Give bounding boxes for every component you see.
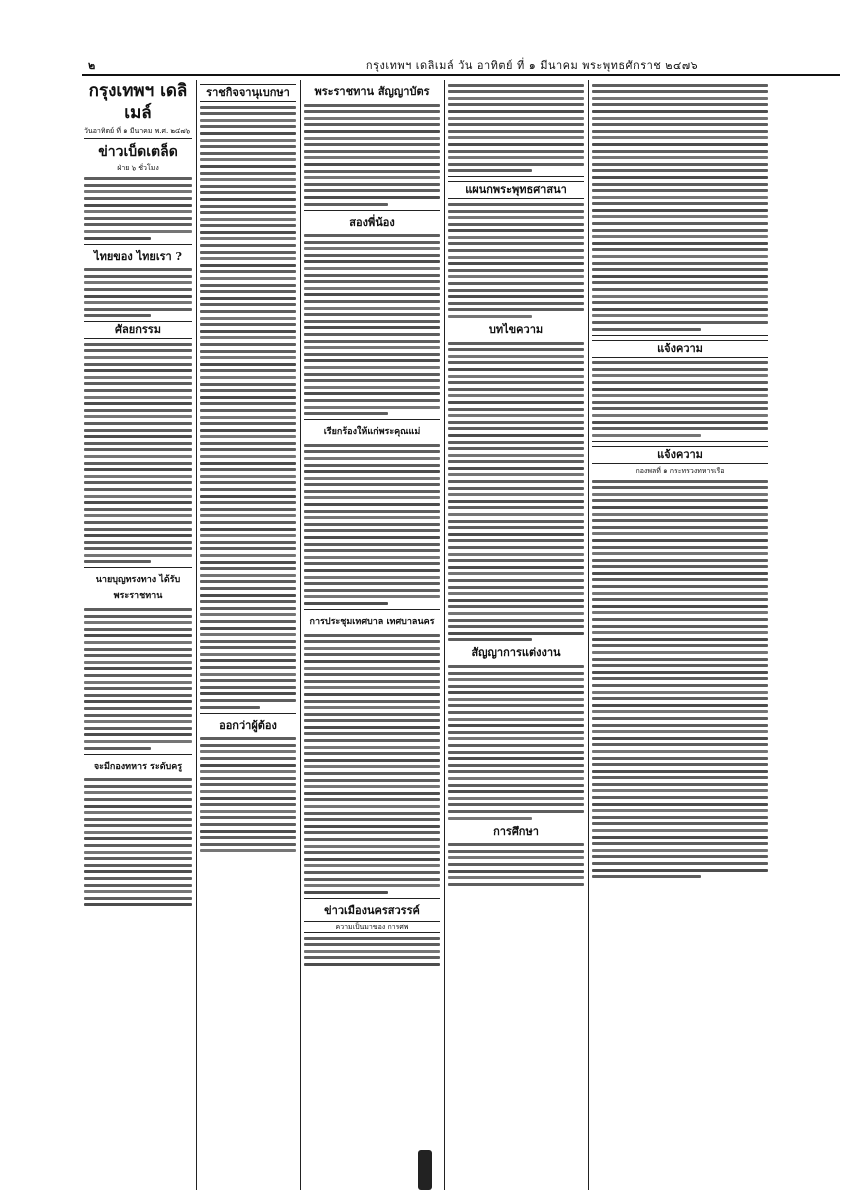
article-text [448,203,584,318]
divider [200,713,296,714]
section-heading: การศึกษา [493,824,539,838]
section-subheading: กองพลที่ ๑ กระทรวงทหารเรือ [635,466,725,475]
section-heading: ไทยของ ไทยเรา ? [94,249,182,263]
article-text [84,177,192,239]
header-rule [82,74,840,76]
masthead-dateline: วันอาทิตย์ ที่ ๑ มีนาคม พ.ศ. ๒๔๗๖ [84,126,192,139]
column-5 [592,80,768,1190]
section-heading: ออกว่าผู้ต้อง [219,718,277,732]
section-heading: นายบุญทรงทาง ได้รับพระราชทาน [95,575,181,602]
column-rule [444,80,445,1190]
section-heading: สองพี่น้อง [349,215,395,229]
page-header [82,56,842,74]
section-heading: บทไขความ [488,323,544,336]
column-1 [84,80,192,1190]
divider [304,419,440,420]
article-text [84,608,192,749]
article-text [448,843,584,886]
article-text [448,342,584,642]
article-text [592,480,768,879]
article-text [304,234,440,415]
article-text [304,104,440,206]
article-text [304,937,440,966]
page-number: ๒ [88,59,96,72]
divider [84,567,192,568]
section-heading: แผนกพระพุทธศาสนา [448,181,584,199]
divider [448,176,584,177]
article-text [448,84,584,173]
article-text [592,84,768,331]
masthead-title: กรุงเทพฯ เดลิเมล์ [88,81,188,123]
column-3 [304,80,440,1190]
section-heading: จะมีกองทหาร ระดับครู [93,761,183,772]
divider [592,441,768,442]
article-text [84,268,192,317]
section-heading: ศัลยกรรม [84,321,192,339]
article-text [304,444,440,605]
section-heading: แจ้งความ [592,340,768,358]
divider [84,244,192,245]
divider [304,609,440,610]
article-text [84,343,192,564]
divider [304,210,440,211]
article-text [448,665,584,820]
divider [592,335,768,336]
column-2 [200,80,296,1190]
article-text [84,778,192,906]
section-subheading: ฝ่าย ๖ ชั่วโมง [117,164,159,173]
section-heading: ข่าวเบ็ดเตล็ด [98,144,178,161]
section-heading: สัญญาการแต่งงาน [471,646,561,660]
divider [84,754,192,755]
article-text [200,106,296,709]
section-heading: ข่าวเมืองนครสวรรค์ [324,903,420,917]
section-heading: เรียกร้องให้แก่พระคุณแม่ [323,427,421,438]
article-text [592,361,768,437]
header-line: กรุงเทพฯ เดลิเมล์ วัน อาทิตย์ ที่ ๑ มีนาคม พระพุทธศักราช ๒๔๗๖ [365,59,699,72]
section-heading: แจ้งความ [592,446,768,464]
section-heading: พระราชทาน สัญญาบัตร [314,85,430,98]
ink-blot-icon [418,1150,432,1190]
column-rule [300,80,301,1190]
article-text [304,634,440,894]
column-rule [196,80,197,1190]
section-subheading: ความเป็นมาของ การศพ [304,921,440,933]
section-heading: การประชุมเทศบาล เทศบาลนคร [309,616,435,627]
column-4 [448,80,584,1190]
article-text [200,737,296,852]
divider [304,898,440,899]
section-heading: ราชกิจจานุเบกษา [200,84,296,102]
column-rule [588,80,589,1190]
